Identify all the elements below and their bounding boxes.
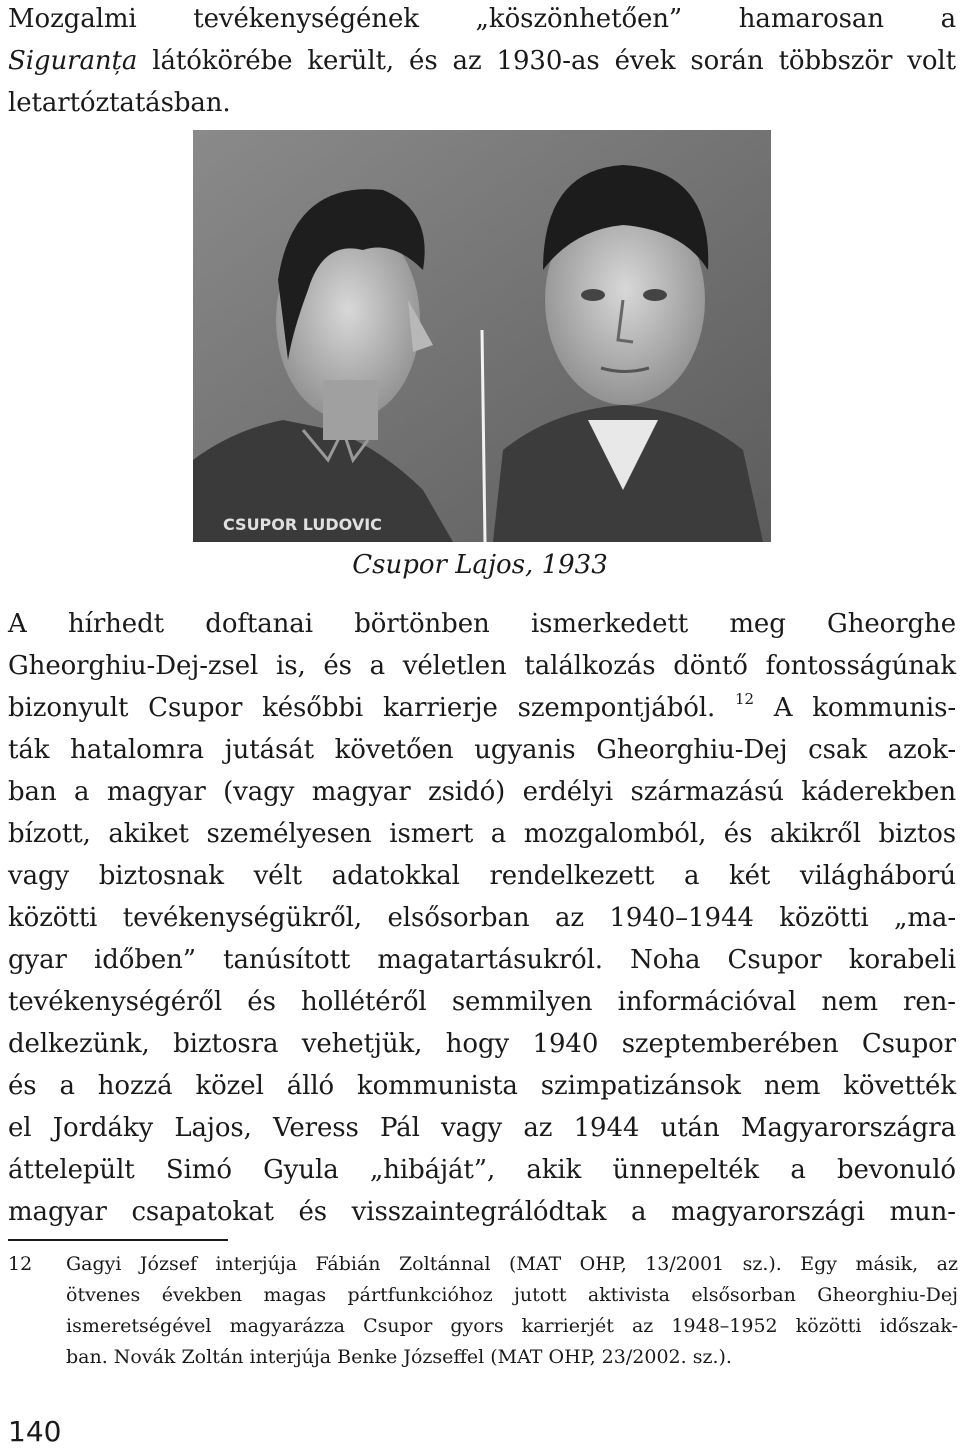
text-line: Mozgalmi tevékenységének „köszönhetően” hamarosan a bbox=[8, 4, 956, 34]
footnote-text bbox=[66, 1249, 958, 1373]
text-line: letartóztatásban. bbox=[8, 88, 231, 118]
paragraph-main bbox=[8, 603, 956, 1233]
text-line: ták hatalomra jutását követően ugyanis Gheorghiu-Dej csak azok- bbox=[8, 735, 956, 765]
text-line: Gheorghiu-Dej-zsel is, és a véletlen találkozás döntő fontosságúnak bbox=[8, 651, 956, 681]
text-line: el Jordáky Lajos, Veress Pál vagy az 1944 után Magyarországra bbox=[8, 1113, 956, 1143]
footnote-line: ban. Novák Zoltán interjúja Benke Józseffel (MAT OHP, 23/2002. sz.). bbox=[66, 1346, 732, 1368]
text-line: gyar időben” tanúsított magatartásukról. Noha Csupor korabeli bbox=[8, 945, 956, 975]
text-line: áttelepült Simó Gyula „hibáját”, akik ünnepelték a bevonuló bbox=[8, 1155, 956, 1185]
text-line: delkezünk, biztosra vehetjük, hogy 1940 szeptemberében Csupor bbox=[8, 1029, 956, 1059]
text-span: bizonyult Csupor későbbi karrierje szempontjából. bbox=[8, 693, 716, 723]
text-line: vagy biztosnak vélt adatokkal rendelkezett a két világháború bbox=[8, 861, 956, 891]
text-line: Siguranța látókörébe került, és az 1930-as évek során többször volt bbox=[8, 46, 956, 76]
text-line: magyar csapatokat és visszaintegrálódtak a magyarországi mun- bbox=[8, 1197, 956, 1227]
footnote-line: ismeretségével magyarázza Csupor gyors karrierjét az 1948–1952 közötti időszak- bbox=[66, 1315, 958, 1337]
page-number: 140 bbox=[8, 1415, 62, 1448]
text-line: A hírhedt doftanai börtönben ismerkedett meg Gheorghe bbox=[8, 609, 956, 639]
italic-term: Siguranța bbox=[8, 46, 138, 76]
figure-caption: Csupor Lajos, 1933 bbox=[352, 550, 608, 580]
footnote-reference[interactable]: 12 bbox=[735, 690, 754, 708]
text-line: közötti tevékenységükről, elsősorban az 1940–1944 közötti „ma- bbox=[8, 903, 956, 933]
text-line: és a hozzá közel álló kommunista szimpatizánsok nem követték bbox=[8, 1071, 956, 1101]
text-line: bízott, akiket személyesen ismert a mozgalomból, és akikről biztos bbox=[8, 819, 956, 849]
text-line bbox=[8, 687, 956, 729]
text-line: tevékenységéről és hollétéről semmilyen információval nem ren- bbox=[8, 987, 956, 1017]
text-span: A kommunis- bbox=[773, 693, 956, 723]
footnote-divider bbox=[8, 1239, 228, 1241]
paragraph-intro bbox=[8, 0, 956, 124]
photo-label: CSUPOR LUDOVIC bbox=[223, 515, 382, 534]
text-line: ban a magyar (vagy magyar zsidó) erdélyi származású káderekben bbox=[8, 777, 956, 807]
footnote-line: Gagyi József interjúja Fábián Zoltánnal (MAT OHP, 13/2001 sz.). Egy másik, az bbox=[66, 1253, 958, 1275]
mugshot-photo bbox=[193, 130, 771, 542]
footnote-number: 12 bbox=[8, 1253, 33, 1275]
footnote-line: ötvenes években magas pártfunkcióhoz jutott aktivista elsősorban Gheorghiu-Dej bbox=[66, 1284, 958, 1306]
